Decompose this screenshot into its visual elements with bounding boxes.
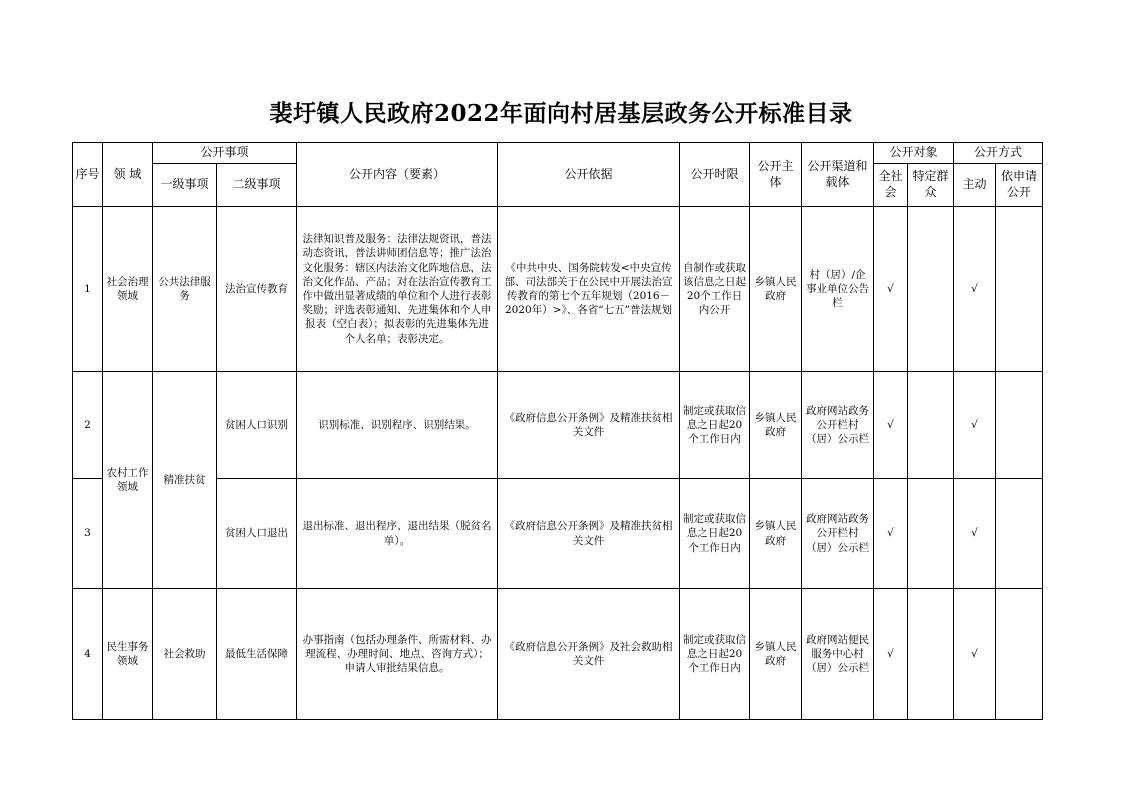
cell-seq: 2	[73, 372, 103, 479]
cell-seq: 3	[73, 479, 103, 589]
sub-header-target-specific: 特定群众	[908, 164, 954, 207]
cell-basis: 《政府信息公开条例》及精准扶贫相关文件	[498, 479, 680, 589]
cell-subject: 乡镇人民政府	[750, 479, 802, 589]
cell-method-request	[996, 372, 1043, 479]
cell-level1: 社会救助	[153, 589, 217, 720]
cell-method-request	[996, 589, 1043, 720]
cell-method-request	[996, 479, 1043, 589]
header-seq: 序号	[73, 143, 103, 207]
cell-level2: 贫困人口退出	[217, 479, 297, 589]
cell-time-limit: 制定或获取信息之日起20个工作日内	[680, 372, 750, 479]
cell-level2: 贫困人口识别	[217, 372, 297, 479]
cell-time-limit: 自制作或获取该信息之日起20个工作日内公开	[680, 207, 750, 372]
cell-level2: 最低生活保障	[217, 589, 297, 720]
cell-channel: 政府网站政务公开栏村（居）公示栏	[802, 479, 874, 589]
sub-header-target-all: 全社会	[874, 164, 908, 207]
cell-domain: 社会治理领域	[103, 207, 153, 372]
cell-channel: 村（居）/企事业单位公告栏	[802, 207, 874, 372]
sub-header-method-active: 主动	[954, 164, 996, 207]
cell-channel: 政府网站便民服务中心村（居）公示栏	[802, 589, 874, 720]
cell-channel: 政府网站政务公开栏村（居）公示栏	[802, 372, 874, 479]
cell-content: 识别标准、识别程序、识别结果。	[297, 372, 498, 479]
cell-subject: 乡镇人民政府	[750, 372, 802, 479]
cell-target-all: √	[874, 207, 908, 372]
cell-target-specific	[908, 479, 954, 589]
cell-method-active: √	[954, 372, 996, 479]
cell-content: 办事指南（包括办理条件、所需材料、办理流程、办理时间、地点、咨询方式）；申请人审批结果信息。	[297, 589, 498, 720]
cell-level2: 法治宣传教育	[217, 207, 297, 372]
table-row	[73, 372, 1043, 479]
header-basis: 公开依据	[498, 143, 680, 207]
cell-content: 法律知识普及服务：法律法规资讯，普法动态资讯，普法讲师团信息等；推广法治文化服务：辖区内法治文化阵地信息，法治文化作品、产品；对在法治宣传教育工作中做出显著成绩的单位和个人进行表彰奖励；评选表彰通知、先进集体和个人申报表（空白表）；拟表彰的先进集体先进个人名单；表彰决定。	[297, 207, 498, 372]
header-target-group: 公开对象	[874, 143, 954, 164]
cell-domain: 民生事务领域	[103, 589, 153, 720]
sub-header-method-request: 依申请公开	[996, 164, 1043, 207]
cell-basis: 《中共中央、国务院转发<中央宣传部、司法部关于在公民中开展法治宣传教育的第七个五年规划（2016－2020年）>》、各省“七五”普法规划	[498, 207, 680, 372]
cell-method-active: √	[954, 589, 996, 720]
cell-level1: 公共法律服务	[153, 207, 217, 372]
cell-subject: 乡镇人民政府	[750, 207, 802, 372]
cell-time-limit: 制定或获取信息之日起20个工作日内	[680, 589, 750, 720]
cell-target-all: √	[874, 372, 908, 479]
cell-basis: 《政府信息公开条例》及精准扶贫相关文件	[498, 372, 680, 479]
cell-subject: 乡镇人民政府	[750, 589, 802, 720]
cell-content: 退出标准、退出程序、退出结果（脱贫名单）。	[297, 479, 498, 589]
cell-target-specific	[908, 372, 954, 479]
header-channel: 公开渠道和载体	[802, 143, 874, 207]
cell-target-specific	[908, 207, 954, 372]
header-content: 公开内容（要素）	[297, 143, 498, 207]
cell-seq: 4	[73, 589, 103, 720]
sub-header-level1: 一级事项	[153, 164, 217, 207]
cell-time-limit: 制定或获取信息之日起20个工作日内	[680, 479, 750, 589]
cell-seq: 1	[73, 207, 103, 372]
table-row	[73, 207, 1043, 372]
cell-target-all: √	[874, 589, 908, 720]
header-method-group: 公开方式	[954, 143, 1043, 164]
cell-basis: 《政府信息公开条例》及社会救助相关文件	[498, 589, 680, 720]
page-title: 裴圩镇人民政府2022年面向村居基层政务公开标准目录	[269, 100, 853, 127]
header-subject: 公开主体	[750, 143, 802, 207]
table-row	[73, 479, 1043, 589]
header-items-group: 公开事项	[153, 143, 297, 164]
catalog-table	[72, 142, 1043, 720]
header-domain: 领 域	[103, 143, 153, 207]
cell-target-specific	[908, 589, 954, 720]
cell-domain-merged: 农村工作领域	[103, 372, 153, 589]
cell-method-request	[996, 207, 1043, 372]
cell-method-active: √	[954, 479, 996, 589]
header-time-limit: 公开时限	[680, 143, 750, 207]
cell-method-active: √	[954, 207, 996, 372]
cell-target-all: √	[874, 479, 908, 589]
sub-header-level2: 二级事项	[217, 164, 297, 207]
cell-level1-merged: 精准扶贫	[153, 372, 217, 589]
table-row	[73, 589, 1043, 720]
